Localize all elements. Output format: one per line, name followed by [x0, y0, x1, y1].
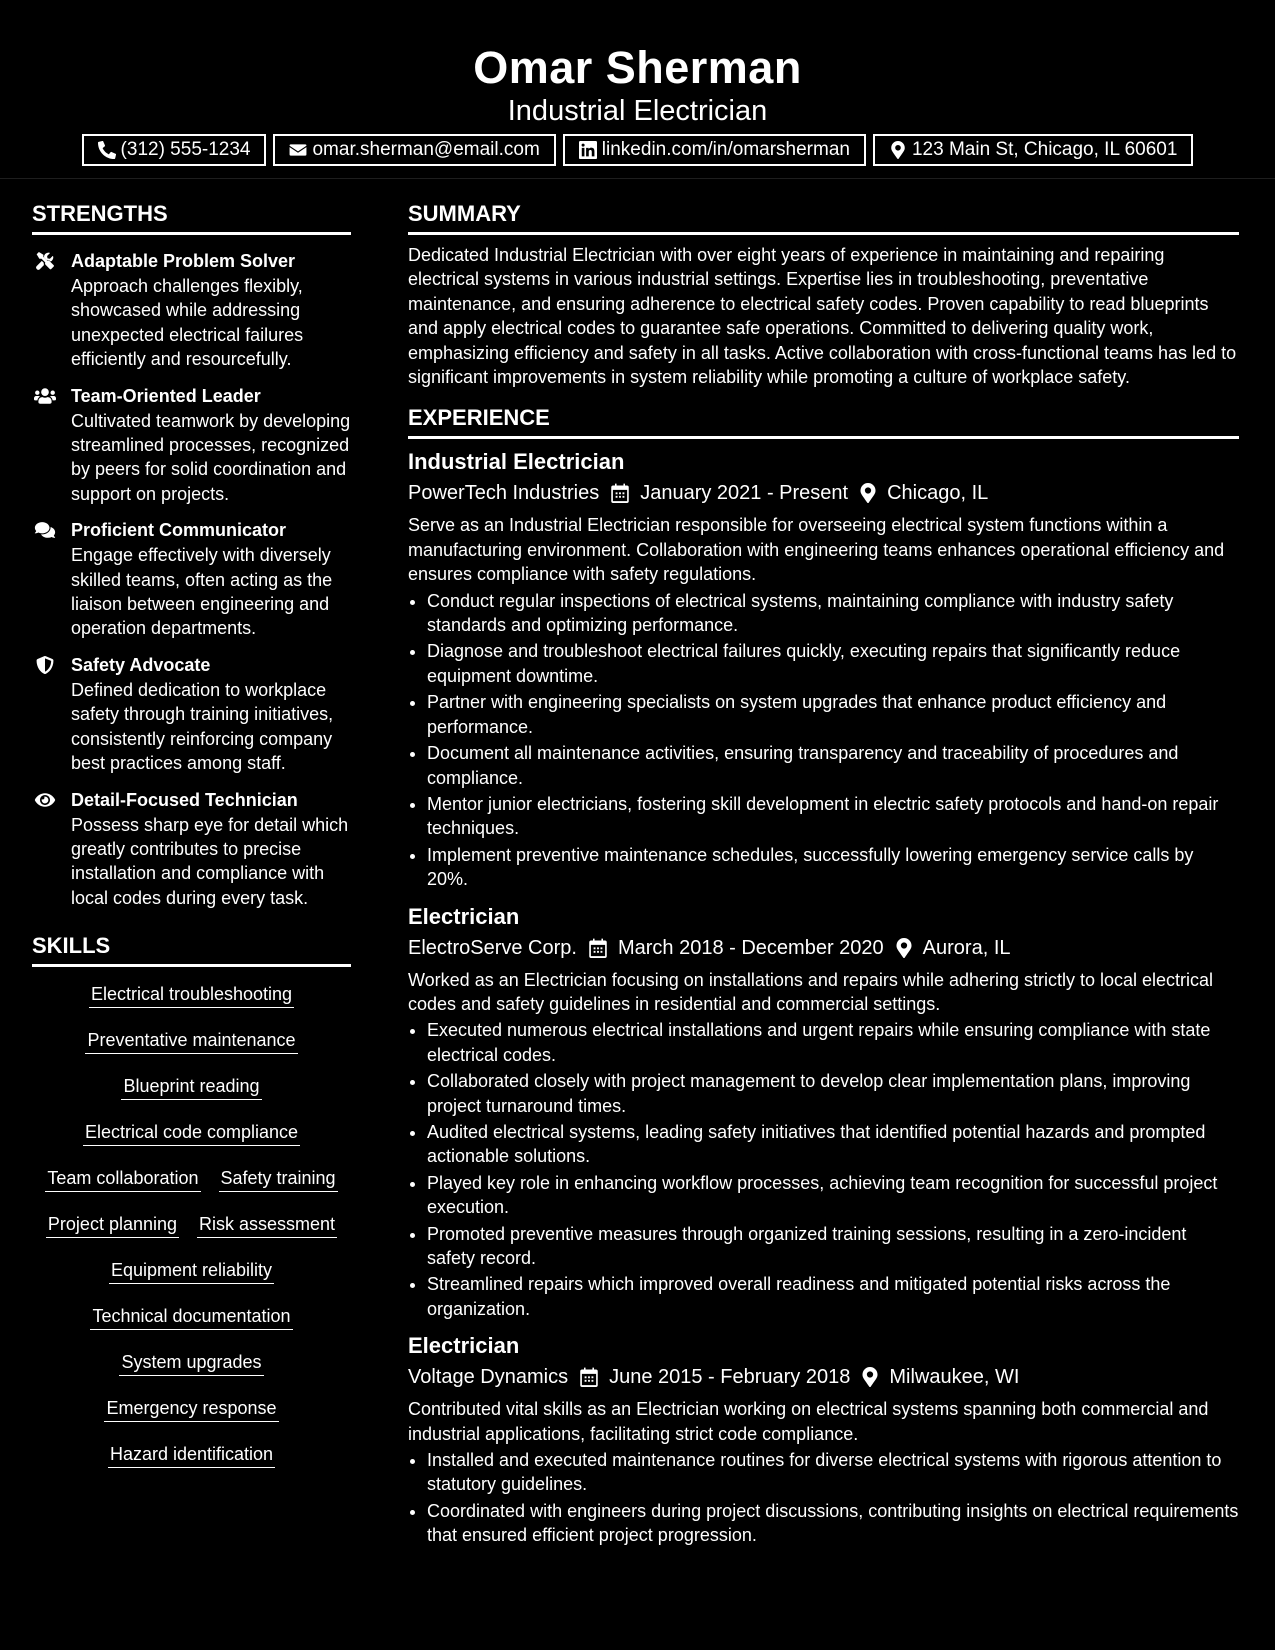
skill-tag: Technical documentation: [90, 1299, 292, 1330]
skill-tag: Safety training: [219, 1161, 338, 1192]
skill-tag: Risk assessment: [197, 1207, 337, 1238]
left-column: [32, 198, 351, 1483]
contact-linkedin[interactable]: [563, 134, 866, 166]
job-company: ElectroServe Corp.: [408, 936, 577, 959]
strength-desc: Defined dedication to workplace safety through training initiatives, consistently reinforcing company best practices among staff.: [71, 679, 334, 774]
contact-address[interactable]: [873, 134, 1193, 166]
strength-item: [32, 384, 351, 507]
contact-email-text: omar.sherman@email.com: [312, 139, 540, 160]
map-pin-icon: [862, 1367, 878, 1387]
job-bullet: • Implement preventive maintenance schedules, successfully lowering emergency service calls by 20%.: [427, 843, 1239, 892]
job-title: Electrician: [408, 903, 520, 929]
calendar-icon: [589, 938, 607, 958]
job-bullet: • Streamlined repairs which improved overall readiness and mitigated potential risks across the organization.: [427, 1272, 1239, 1321]
job-dates: March 2018 - December 2020: [617, 936, 884, 959]
strength-item: [32, 653, 351, 776]
strength-name: Detail-Focused Technician: [71, 789, 298, 810]
skills-list: [32, 977, 351, 1483]
strength-item: [32, 249, 351, 372]
job-entry: [408, 1331, 1239, 1547]
phone-icon: [98, 141, 116, 159]
comments-icon: [34, 521, 56, 539]
skill-tag: Preventative maintenance: [85, 1023, 297, 1054]
job-entry: [408, 447, 1239, 891]
skill-tag: Hazard identification: [108, 1437, 275, 1468]
job-company: Voltage Dynamics: [408, 1366, 569, 1389]
users-icon: [34, 387, 56, 405]
skill-tag: Electrical troubleshooting: [89, 977, 294, 1008]
strength-desc: Engage effectively with diversely skilled teams, often acting as the liaison between engineering and operation departments.: [71, 545, 333, 639]
job-meta: [408, 933, 1239, 963]
skill-tag: System upgrades: [119, 1345, 263, 1376]
skill-tag: Equipment reliability: [109, 1253, 274, 1284]
job-meta: [408, 1362, 1239, 1392]
job-bullet: • Coordinated with engineers during project discussions, contributing insights on electrical requirements that ensured efficient project progression.: [427, 1499, 1239, 1548]
job-location: Aurora, IL: [922, 936, 1011, 959]
job-location: Chicago, IL: [887, 482, 989, 505]
job-bullet: • Promoted preventive measures through organized training sessions, resulting in a zero-incident safety record.: [427, 1222, 1239, 1271]
skill-tag: Project planning: [46, 1207, 179, 1238]
calendar-icon: [611, 483, 629, 503]
strength-name: Adaptable Problem Solver: [71, 251, 296, 271]
job-bullet: • Audited electrical systems, leading safety initiatives that identified potential hazards and prompted actionable solutions.: [427, 1120, 1239, 1169]
job-bullet: • Installed and executed maintenance routines for diverse electrical systems with rigorous attention to statutory guidelines.: [427, 1448, 1239, 1497]
strength-item: [32, 788, 351, 911]
strengths-heading: STRENGTHS: [32, 198, 351, 235]
job-bullets: [408, 589, 1239, 892]
job-bullet: • Diagnose and troubleshoot electrical failures quickly, executing repairs that significantly reduce equipment downtime.: [427, 639, 1239, 688]
job-bullets: [408, 1448, 1239, 1548]
calendar-icon: [580, 1367, 598, 1387]
job-bullet: • Mentor junior electricians, fostering skill development in electric safety protocols and hand-on repair techniques.: [427, 792, 1239, 841]
skill-tag: Blueprint reading: [121, 1069, 261, 1100]
strength-desc: Cultivated teamwork by developing streamlined processes, recognized by peers for solid coordination and support on projects.: [71, 410, 351, 504]
job-description: Contributed vital skills as an Electrician working on electrical systems spanning both commercial and industrial applications, facilitating strict code compliance.: [408, 1399, 1209, 1444]
job-dates: January 2021 - Present: [640, 482, 849, 505]
skills-heading: SKILLS: [32, 930, 351, 967]
contact-address-text: 123 Main St, Chicago, IL 60601: [911, 139, 1178, 160]
skill-tag: Team collaboration: [45, 1161, 200, 1192]
job-description: Worked as an Electrician focusing on installations and repairs while adhering strictly to local electrical codes and safety guidelines in residential and commercial settings.: [408, 969, 1214, 1014]
job-title: Electrician: [408, 1333, 520, 1359]
strength-desc: Possess sharp eye for detail which greatly contributes to precise installation and compliance with local codes during every task.: [71, 814, 349, 908]
eye-icon: [34, 791, 56, 809]
contact-phone[interactable]: [82, 134, 267, 166]
contact-phone-text: (312) 555-1234: [120, 139, 251, 160]
map-pin-icon: [896, 938, 912, 958]
job-bullet: • Document all maintenance activities, ensuring transparency and traceability of procedures and compliance.: [427, 741, 1239, 790]
experience-heading: EXPERIENCE: [408, 402, 1239, 439]
contact-linkedin-text: linkedin.com/in/omarsherman: [601, 139, 850, 160]
candidate-name: Omar Sherman: [473, 42, 802, 93]
job-title: Industrial Electrician: [408, 449, 625, 475]
map-pin-icon: [860, 483, 876, 503]
right-column: [408, 198, 1239, 1550]
summary-text: Dedicated Industrial Electrician with over eight years of experience in maintaining and repairing electrical systems in various industrial settings. Expertise lies in troubleshooting, preventative maintenance, and ensuring adherence to electrical safety codes. Proven capability to read blueprints and apply electrical codes to guarantee safe operations. Committed to delivering quality work, emphasizing efficiency and safety in all tasks. Active collaboration with cross-functional teams has led to significant improvements in system reliability while promoting a culture of workplace safety.: [408, 245, 1237, 388]
envelope-icon: [289, 141, 307, 159]
strength-desc: Approach challenges flexibly, showcased while addressing unexpected electrical failures efficiently and resourcefully.: [71, 276, 304, 370]
job-bullet: • Collaborated closely with project management to develop clear implementation plans, improving project turnaround times.: [427, 1069, 1239, 1118]
candidate-title: Industrial Electrician: [507, 95, 768, 127]
job-bullet: • Partner with engineering specialists on system upgrades that enhance product efficiency and performance.: [427, 690, 1239, 739]
strength-item: [32, 518, 351, 641]
map-pin-icon: [889, 141, 907, 159]
job-bullet: • Executed numerous electrical installations and urgent repairs while ensuring compliance with state electrical codes.: [427, 1018, 1239, 1067]
skill-tag: Electrical code compliance: [83, 1115, 300, 1146]
contact-bar: [0, 134, 1275, 166]
job-location: Milwaukee, WI: [889, 1366, 1020, 1389]
strength-name: Proficient Communicator: [71, 520, 287, 541]
job-dates: June 2015 - February 2018: [609, 1366, 851, 1389]
shield-icon: [34, 656, 56, 674]
strength-name: Team-Oriented Leader: [71, 385, 261, 406]
contact-email[interactable]: [273, 134, 555, 166]
skill-tag: Emergency response: [104, 1391, 278, 1422]
job-company: PowerTech Industries: [408, 482, 600, 505]
job-bullet: • Conduct regular inspections of electrical systems, maintaining compliance with industry safety standards and optimizing performance.: [427, 589, 1239, 638]
summary-heading: SUMMARY: [408, 198, 1239, 235]
job-description: Serve as an Industrial Electrician responsible for overseeing electrical system functions within a manufacturing environment. Collaboration with engineering teams enhances operational efficiency and ensures compliance with safety regulations.: [408, 515, 1225, 585]
job-meta: [408, 478, 1239, 508]
resume-header: [0, 0, 1275, 179]
job-bullet: • Played key role in enhancing workflow processes, achieving team recognition for successful project execution.: [427, 1171, 1239, 1220]
tools-icon: [34, 252, 56, 270]
strength-name: Safety Advocate: [71, 654, 211, 675]
linkedin-icon: [579, 141, 597, 159]
job-entry: [408, 902, 1239, 1322]
job-bullets: [408, 1018, 1239, 1321]
